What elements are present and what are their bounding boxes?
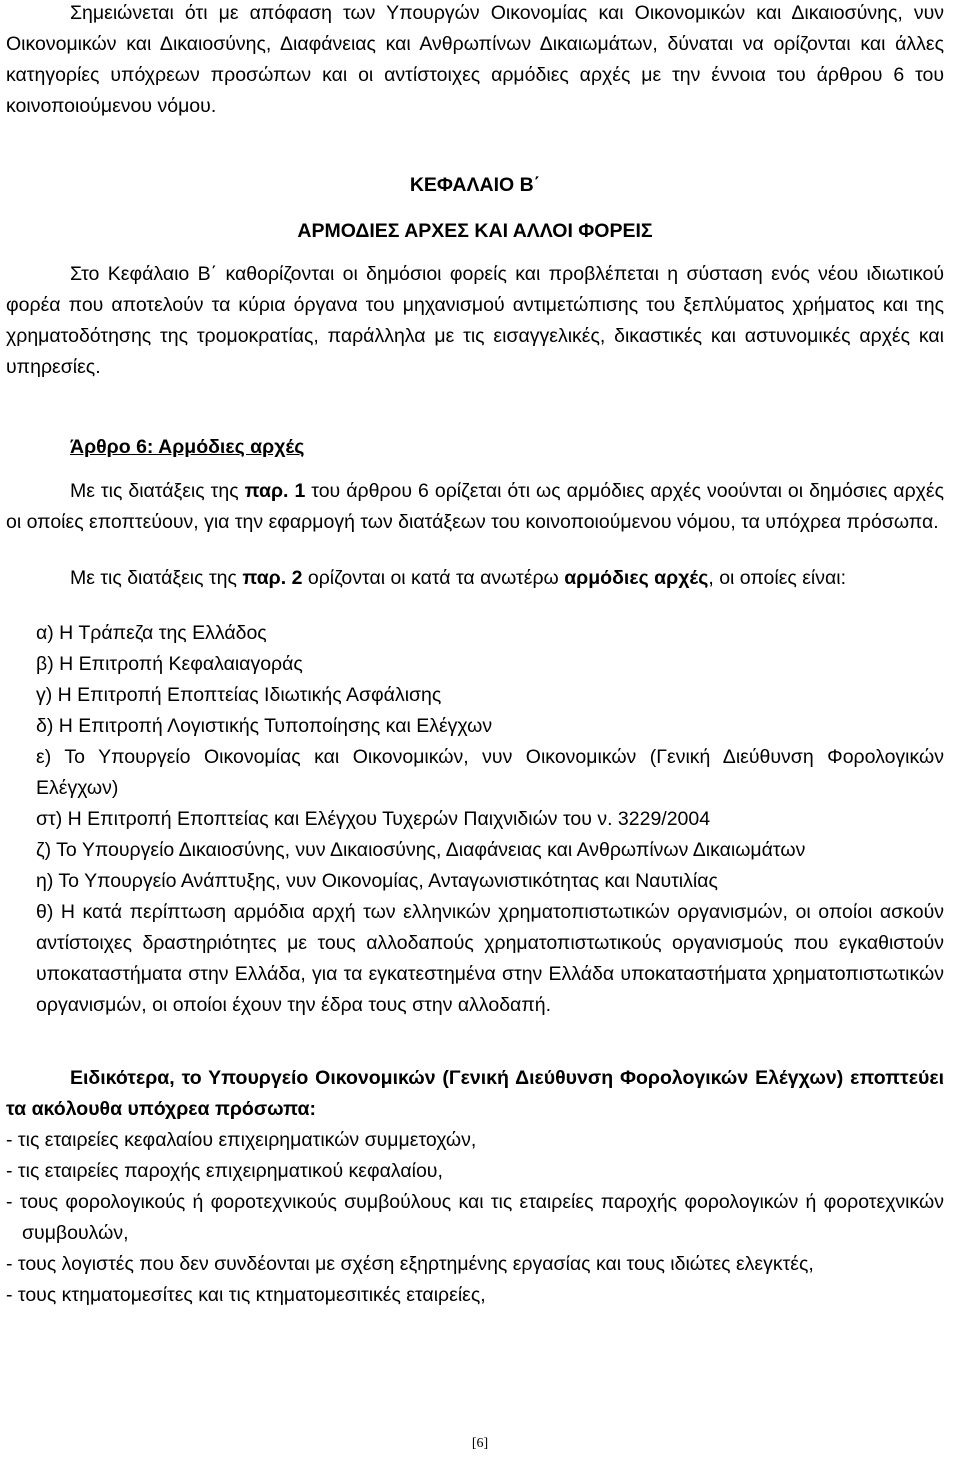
- p2-rest: , οι οποίες είναι:: [708, 567, 847, 589]
- intro-paragraph: Σημειώνεται ότι με απόφαση των Υπουργών Οικονομίας και Οικονομικών και Δικαιοσύνης, νυν Οικονομικών και Δικαιοσύνης, Διαφάνειας και Ανθρωπίνων Δικαιωμάτων, δύναται να ορίζονται και άλλες κατηγορίες υπόχρεων προσώπων και οι αντίστοιχες αρμόδιες αρχές με την έννοια του άρθρου 6 του κοινοποιούμενου νόμου.: [6, 2, 944, 117]
- obliged-person-item: - τους κτηματομεσίτες και τις κτηματομεσιτικές εταιρείες,: [6, 1284, 486, 1306]
- authority-item: θ) Η κατά περίπτωση αρμόδια αρχή των ελληνικών χρηματοπιστωτικών οργανισμών, οι οποίοι ασκούν αντίστοιχες δραστηριότητες με τους αλλοδαπούς χρηματοπιστωτικούς οργανισμούς που εγκαθιστούν υποκαταστήματα στην Ελλάδα, για τα εγκατεστημένα στην Ελλάδα υποκαταστήματα χρηματοπιστωτικών οργανισμών, οι οποίοι έχουν την έδρα τους στην αλλοδαπή.: [36, 901, 944, 1016]
- article-paragraph-2: [6, 563, 944, 594]
- ministry-heading: Ειδικότερα, το Υπουργείο Οικονομικών (Γενική Διεύθυνση Φορολογικών Ελέγχων) εποπτεύει τα ακόλουθα υπόχρεα πρόσωπα:: [6, 1067, 944, 1120]
- authority-item: δ) Η Επιτροπή Λογιστικής Τυποποίησης και Ελέγχων: [36, 715, 493, 737]
- authority-item: α) Η Τράπεζα της Ελλάδος: [36, 622, 267, 644]
- p2-bold-term: αρμόδιες αρχές: [564, 567, 709, 589]
- chapter-title: ΚΕΦΑΛΑΙΟ Β΄: [409, 174, 541, 196]
- authority-item: β) Η Επιτροπή Κεφαλαιαγοράς: [36, 653, 303, 675]
- p1-prefix: Με τις διατάξεις της: [70, 480, 245, 502]
- authority-item: ε) Το Υπουργείο Οικονομίας και Οικονομικών, νυν Οικονομικών (Γενική Διεύθυνση Φορολογικών Ελέγχων): [36, 746, 944, 799]
- chapter-paragraph: Στο Κεφάλαιο Β΄ καθορίζονται οι δημόσιοι φορείς και προβλέπεται η σύσταση ενός νέου ιδιωτικού φορέα που αποτελούν τα κύρια όργανα του μηχανισμού αντιμετώπισης του ξεπλύματος χρήματος και της χρηματοδότησης της τρομοκρατίας, παράλληλα με τις εισαγγελικές, δικαστικές και αστυνομικές αρχές και υπηρεσίες.: [6, 263, 944, 378]
- p2-middle: ορίζονται οι κατά τα ανωτέρω: [302, 567, 565, 589]
- obliged-persons-list: [6, 1125, 944, 1311]
- p2-prefix: Με τις διατάξεις της: [70, 567, 243, 589]
- document-body: [6, 0, 944, 1311]
- authority-item: η) Το Υπουργείο Ανάπτυξης, νυν Οικονομίας, Ανταγωνιστικότητας και Ναυτιλίας: [36, 870, 718, 892]
- chapter-subtitle: ΑΡΜΟΔΙΕΣ ΑΡΧΕΣ ΚΑΙ ΑΛΛΟΙ ΦΟΡΕΙΣ: [297, 220, 653, 242]
- p2-par-label: παρ. 2: [242, 567, 303, 589]
- obliged-person-item: - τις εταιρείες παροχής επιχειρηματικού κεφαλαίου,: [6, 1160, 443, 1182]
- page-number: [6]: [471, 1436, 489, 1451]
- authority-item: ζ) Το Υπουργείο Δικαιοσύνης, νυν Δικαιοσύνης, Διαφάνειας και Ανθρωπίνων Δικαιωμάτων: [36, 839, 806, 861]
- article-heading: Άρθρο 6: Αρμόδιες αρχές: [70, 436, 305, 458]
- obliged-person-item: - τους λογιστές που δεν συνδέονται με σχέση εξηρτημένης εργασίας και τους ιδιώτες ελεγκτές,: [6, 1253, 814, 1275]
- p1-rest: του άρθρου 6 ορίζεται ότι ως αρμόδιες αρχές νοούνται οι δημόσιες αρχές οι οποίες εποπτεύουν, για την εφαρμογή των διατάξεων του κοινοποιούμενου νόμου, τα υπόχρεα πρόσωπα.: [6, 480, 944, 533]
- authorities-list: [6, 618, 944, 1021]
- authority-item: στ) Η Επιτροπή Εποπτείας και Ελέγχου Τυχερών Παιχνιδιών του ν. 3229/2004: [36, 808, 711, 830]
- authority-item: γ) Η Επιτροπή Εποπτείας Ιδιωτικής Ασφάλισης: [36, 684, 442, 706]
- obliged-person-item: - τις εταιρείες κεφαλαίου επιχειρηματικών συμμετοχών,: [6, 1129, 477, 1151]
- article-paragraph-1: [6, 476, 944, 538]
- obliged-person-item: - τους φορολογικούς ή φοροτεχνικούς συμβούλους και τις εταιρείες παροχής φορολογικών ή φοροτεχνικών συμβουλών,: [6, 1191, 944, 1244]
- p1-par-label: παρ. 1: [244, 480, 306, 502]
